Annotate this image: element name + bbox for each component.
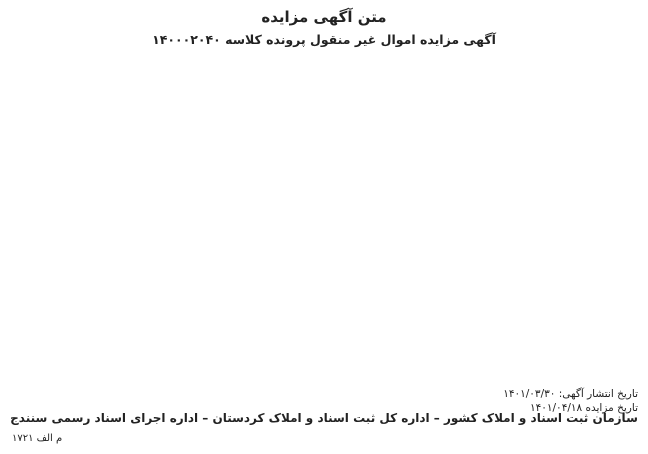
- notice-subtitle: آگهی مزایده اموال غیر منقول پرونده کلاسه ۱۴۰۰۰۲۰۴۰: [152, 32, 496, 47]
- notice-reference: م الف ۱۷۲۱: [12, 433, 63, 444]
- publish-date: تاریخ انتشار آگهی: ۱۴۰۱/۰۳/۳۰: [503, 388, 638, 400]
- notice-title: متن آگهی مزایده: [261, 8, 387, 26]
- auction-date: تاریخ مزایده ۱۴۰۱/۰۴/۱۸: [529, 402, 638, 414]
- notice-footer: سازمان ثبت اسناد و املاک کشور – اداره کل ثبت اسناد و املاک کردستان – اداره اجرای اسناد رسمی سنندج: [10, 411, 638, 425]
- notice-body: [10, 53, 638, 383]
